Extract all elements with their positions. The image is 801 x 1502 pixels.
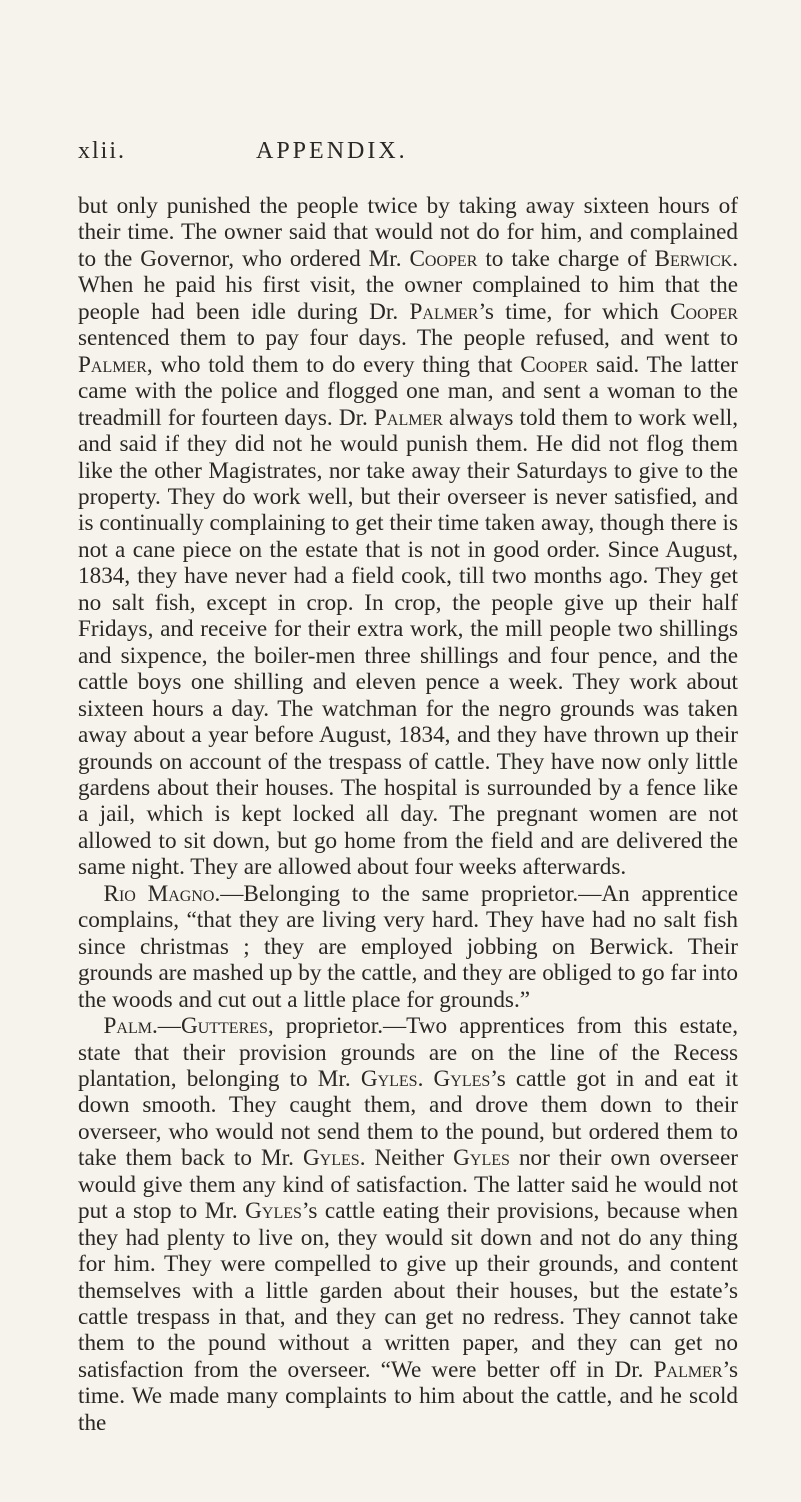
text-run: ’s cattle got in and eat it down smooth. They caught them, and drove them down to their overseer, who would not send them to the pound, but ordered them to take them back to Mr.	[78, 1065, 739, 1172]
text-run: ’s time. We made many complaints to him about the cattle, and he scold the	[78, 1356, 738, 1436]
proper-name: Palm	[103, 1013, 152, 1040]
text-run: always told them to work well, and said if they did not he would punish them. He did not flog them like the other Magistrates, nor take away their Saturdays to give to the property. They do work well, but their overseer is never satisfied, and is continually complaining to get their time taken away, though there is not a cane piece on the estate that is not in good order. Since August, 1834, they have never had a field cook, till two months ago. They get no salt fish, except in crop. In crop, the people give up their half Fridays, and receive for their extra work, the mill people two shillings and sixpence, the boiler-men three shillings and four pence, and the cattle boys one shilling and eleven pence a week. They work about sixteen hours a day. The watchman for the negro grounds was taken away about a year before August, 1834, and they have thrown up their grounds on account of the trespass of cattle. They have now only little gardens about their houses. The hospital is surrounded by a fence like a jail, which is kept locked all day. The pregnant women are not allowed to sit down, but go home from the field and are delivered the same night. They are allowed about four weeks afterwards.	[78, 404, 738, 881]
text-run: to take charge of	[477, 245, 655, 272]
text-run: ’s cattle eating their provisions, because when they had plenty to live on, they would sit down and not do any thing for him. They were compelled to give up their grounds, and content themselves with a little garden about their houses, but the estate’s cattle trespass in that, and they can get no redress. They cannot take them to the pound without a written paper, and they can get no satisfaction from the overseer. “We were better off in Dr.	[78, 1198, 738, 1383]
proper-name: Gyles	[302, 1145, 360, 1172]
proper-name: Cooper	[670, 298, 738, 325]
text-run: ’s time, for which	[478, 298, 671, 325]
page-header	[78, 138, 741, 168]
text-run: .—Belonging to the same proprietor.—An apprentice complains, “that they are living very hard. They have had no salt fish since christmas ; they are employed jobbing on Berwick. Their grounds are mashed up by the cattle, and they are obliged to go far into the woods and cut out a little place for grounds.”	[78, 880, 738, 1013]
text-run: said. The latter came with the police and flogged one man, and sent a woman to the treadmill for fourteen days. Dr.	[78, 351, 738, 431]
proper-name: Cooper	[520, 351, 589, 378]
body-text	[78, 193, 738, 1436]
page-number: xlii.	[78, 138, 127, 164]
paragraph	[78, 881, 738, 1013]
proper-name: Palmer	[409, 298, 479, 325]
text-run: .—	[151, 1013, 181, 1040]
proper-name: Cooper	[409, 245, 478, 272]
text-run: , proprietor.—Two apprentices from this estate, state that their provision grounds are on the line of the Recess plantation, belonging to Mr.	[78, 1013, 738, 1092]
paragraph	[78, 193, 738, 881]
proper-name: Gutteres	[180, 1013, 268, 1040]
paragraph	[78, 1013, 738, 1436]
proper-name: Gyles	[360, 1065, 418, 1092]
running-head: APPENDIX.	[256, 138, 408, 164]
proper-name: Rio Magno	[103, 880, 215, 907]
proper-name: Berwick	[654, 245, 733, 272]
proper-name: Palmer	[653, 1356, 723, 1383]
text-run: . Neither	[359, 1145, 454, 1172]
text-run: .	[417, 1065, 434, 1092]
proper-name: Palmer	[374, 404, 443, 431]
proper-name: Palmer	[78, 351, 147, 378]
proper-name: Gyles	[245, 1198, 302, 1225]
text-run: nor their own overseer would give them any kind of satisfaction. The latter said he would not put a stop to Mr.	[78, 1145, 738, 1225]
text-run: but only punished the people twice by taking away sixteen hours of their time. The owner said that would not do for him, and complained to the Governor, who ordered Mr.	[78, 193, 738, 272]
proper-name: Gyles	[433, 1065, 491, 1092]
text-run: , who told them to do every thing that	[146, 351, 521, 378]
text-run: . When he paid his first visit, the owner complained to him that the people had been idle during Dr.	[78, 245, 738, 325]
text-run: sentenced them to pay four days. The people refused, and went to	[78, 325, 738, 352]
proper-name: Gyles	[453, 1145, 510, 1172]
